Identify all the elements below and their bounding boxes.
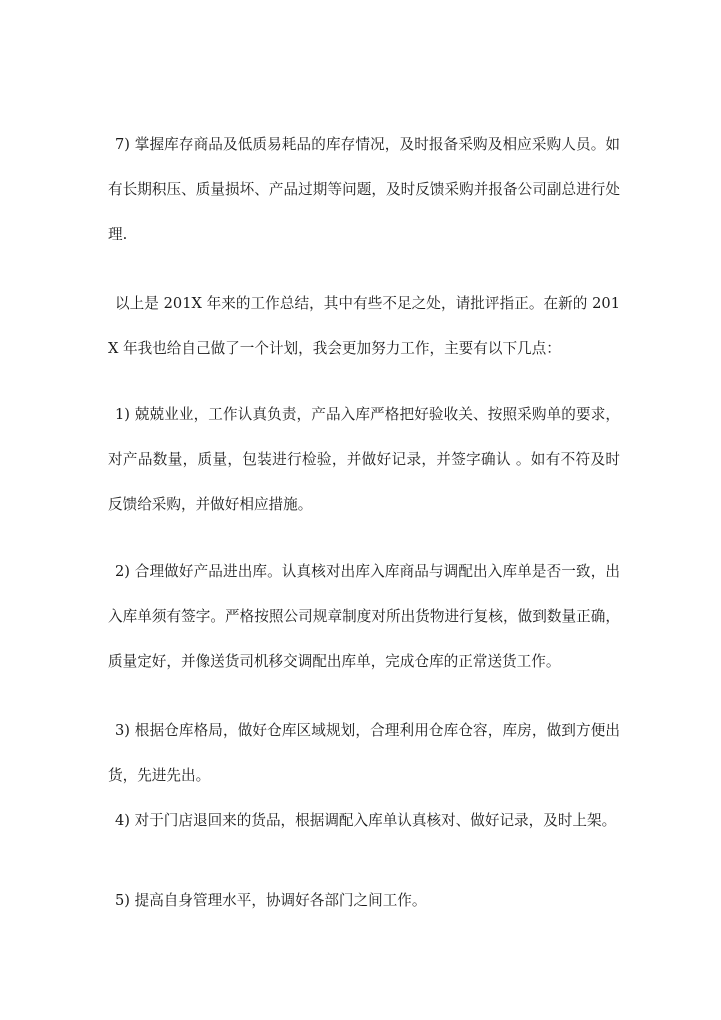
paragraph-plan-4-returns: 4) 对于门店退回来的货品，根据调配入库单认真核对、做好记录，及时上架。	[115, 812, 617, 829]
paragraph-plan-3-layout: 3) 根据仓库格局，做好仓库区域规划，合理利用仓库仓容，库房，做到方便出货，先进先出。	[108, 722, 620, 784]
paragraph-summary-plan: 以上是 201X 年来的工作总结，其中有些不足之处，请批评指正。在新的 201X 年我也给自己做了一个计划，我会更加努力工作，主要有以下几点：	[108, 295, 620, 357]
paragraph-plan-1-inbound: 1) 兢兢业业，工作认真负责，产品入库严格把好验收关、按照采购单的要求，对产品数量，质量，包装进行检验，并做好记录，并签字确认 。如有不符及时反馈给采购，并做好相应措施。	[108, 406, 620, 513]
paragraph-item-7-inventory: 7) 掌握库存商品及低质易耗品的库存情况，及时报备采购及相应采购人员。如有长期积压、质量损坏、产品过期等问题，及时反馈采购并报备公司副总进行处理.	[108, 136, 620, 243]
paragraph-plan-2-outbound: 2) 合理做好产品进出库。认真核对出库入库商品与调配出入库单是否一致，出入库单须有签字。严格按照公司规章制度对所出货物进行复核，做到数量正确，质量定好，并像送货司机移交调配出库单，完成仓库的正常送货工作。	[108, 563, 620, 670]
paragraph-plan-5-management: 5) 提高自身管理水平，协调好各部门之间工作。	[115, 892, 427, 909]
